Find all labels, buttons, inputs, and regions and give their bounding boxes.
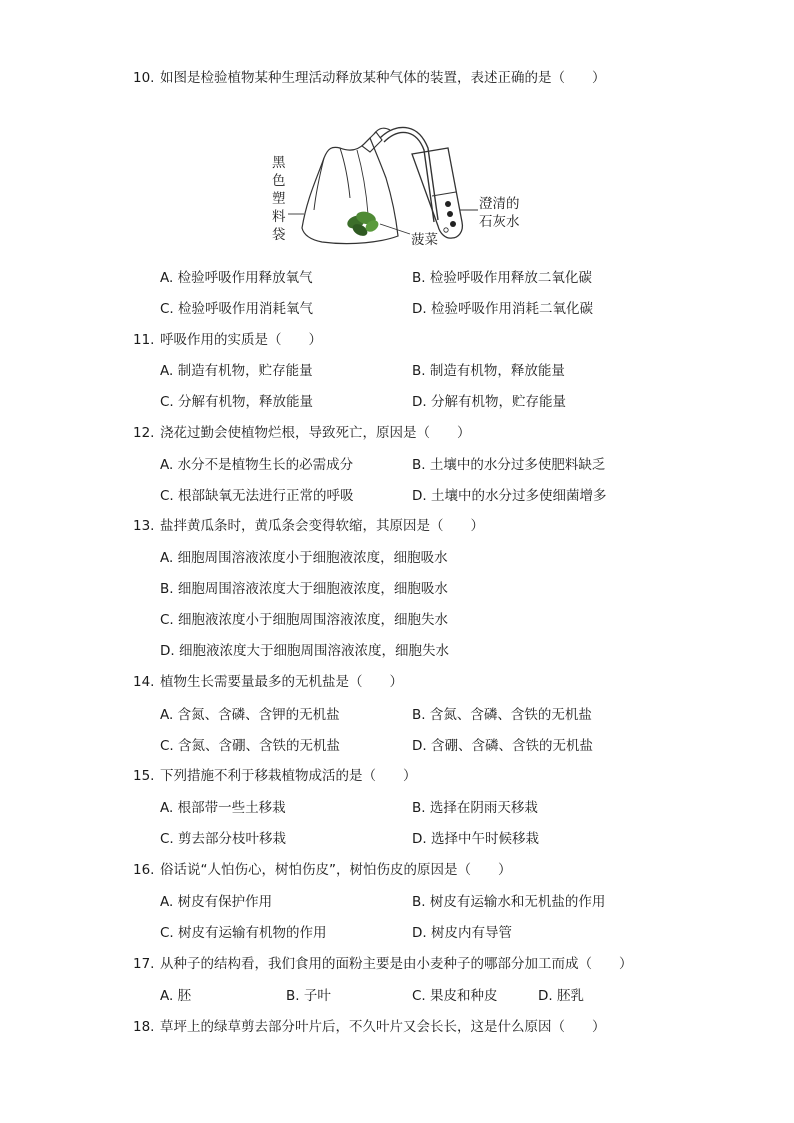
option-15-a[interactable]: A. 根部带一些土移栽 xyxy=(160,800,286,816)
option-15-d[interactable]: D. 选择中午时候移栽 xyxy=(412,831,539,847)
option-10-d[interactable]: D. 检验呼吸作用消耗二氧化碳 xyxy=(412,301,593,317)
option-15-b[interactable]: B. 选择在阴雨天移栽 xyxy=(412,800,538,816)
question-13: 13. 盐拌黄瓜条时，黄瓜条会变得软缩，其原因是（ ） xyxy=(133,518,484,534)
black-bag-label: 黑 色 塑 料 袋 xyxy=(272,155,286,243)
option-17-c[interactable]: C. 果皮和种皮 xyxy=(412,988,498,1004)
option-17-d[interactable]: D. 胚乳 xyxy=(538,988,584,1004)
option-14-d[interactable]: D. 含硼、含磷、含铁的无机盐 xyxy=(412,738,593,754)
option-16-d[interactable]: D. 树皮内有导管 xyxy=(412,925,512,941)
liquid-surface xyxy=(432,192,456,196)
option-17-a[interactable]: A. 胚 xyxy=(160,988,192,1004)
question-14: 14. 植物生长需要量最多的无机盐是（ ） xyxy=(133,674,403,690)
question-number: 10. xyxy=(133,70,155,86)
option-12-a[interactable]: A. 水分不是植物生长的必需成分 xyxy=(160,457,354,473)
option-14-b[interactable]: B. 含氮、含磷、含铁的无机盐 xyxy=(412,707,592,723)
question-12: 12. 浇花过勤会使植物烂根，导致死亡，原因是（ ） xyxy=(133,425,471,441)
bubble xyxy=(450,221,456,227)
spinach-leader-line xyxy=(380,224,410,234)
bubble xyxy=(447,211,453,217)
question-17: 17. 从种子的结构看，我们食用的面粉主要是由小麦种子的哪部分加工而成（ ） xyxy=(133,956,633,972)
option-12-b[interactable]: B. 土壤中的水分过多使肥料缺乏 xyxy=(412,457,606,473)
option-11-b[interactable]: B. 制造有机物，释放能量 xyxy=(412,363,565,379)
option-11-a[interactable]: A. 制造有机物，贮存能量 xyxy=(160,363,313,379)
question-15: 15. 下列措施不利于移栽植物成活的是（ ） xyxy=(133,768,417,784)
option-13-c[interactable]: C. 细胞液浓度小于细胞周围溶液浓度，细胞失水 xyxy=(160,612,449,628)
option-10-c[interactable]: C. 检验呼吸作用消耗氧气 xyxy=(160,301,314,317)
question-10 xyxy=(133,66,606,86)
question-16: 16. 俗话说“人怕伤心，树怕伤皮”，树怕伤皮的原因是（ ） xyxy=(133,862,512,878)
option-14-c[interactable]: C. 含氮、含硼、含铁的无机盐 xyxy=(160,738,341,754)
experiment-figure xyxy=(262,118,542,258)
spinach-label: 菠菜 xyxy=(411,232,438,248)
option-13-d[interactable]: D. 细胞液浓度大于细胞周围溶液浓度，细胞失水 xyxy=(160,643,449,659)
bubble xyxy=(444,228,448,232)
option-16-a[interactable]: A. 树皮有保护作用 xyxy=(160,894,273,910)
delivery-tube xyxy=(380,127,438,220)
question-text: 如图是检验植物某种生理活动释放某种气体的装置，表述正确的是（ ） xyxy=(160,70,606,86)
option-11-c[interactable]: C. 分解有机物，释放能量 xyxy=(160,394,314,410)
bubble xyxy=(445,201,451,207)
option-14-a[interactable]: A. 含氮、含磷、含钾的无机盐 xyxy=(160,707,340,723)
bag-fold-line-2 xyxy=(340,148,350,198)
option-12-c[interactable]: C. 根部缺氧无法进行正常的呼吸 xyxy=(160,488,354,504)
option-13-b[interactable]: B. 细胞周围溶液浓度大于细胞液浓度，细胞吸水 xyxy=(160,581,448,597)
option-12-d[interactable]: D. 土壤中的水分过多使细菌增多 xyxy=(412,488,607,504)
question-11: 11. 呼吸作用的实质是（ ） xyxy=(133,332,322,348)
option-10-b[interactable]: B. 检验呼吸作用释放二氧化碳 xyxy=(412,270,592,286)
option-13-a[interactable]: A. 细胞周围溶液浓度小于细胞液浓度，细胞吸水 xyxy=(160,550,448,566)
bag-fold-line xyxy=(314,158,324,210)
option-10-a[interactable]: A. 检验呼吸作用释放氧气 xyxy=(160,270,313,286)
option-16-c[interactable]: C. 树皮有运输有机物的作用 xyxy=(160,925,327,941)
option-15-c[interactable]: C. 剪去部分枝叶移栽 xyxy=(160,831,287,847)
option-16-b[interactable]: B. 树皮有运输水和无机盐的作用 xyxy=(412,894,606,910)
apparatus-drawing xyxy=(262,118,542,258)
option-17-b[interactable]: B. 子叶 xyxy=(286,988,331,1004)
limewater-label-line1: 澄清的 xyxy=(479,196,520,212)
limewater-label-line2: 石灰水 xyxy=(479,214,520,230)
question-18: 18. 草坪上的绿草剪去部分叶片后，不久叶片又会长长，这是什么原因（ ） xyxy=(133,1019,606,1035)
option-11-d[interactable]: D. 分解有机物，贮存能量 xyxy=(412,394,566,410)
bag-fold-line-3 xyxy=(357,150,368,214)
